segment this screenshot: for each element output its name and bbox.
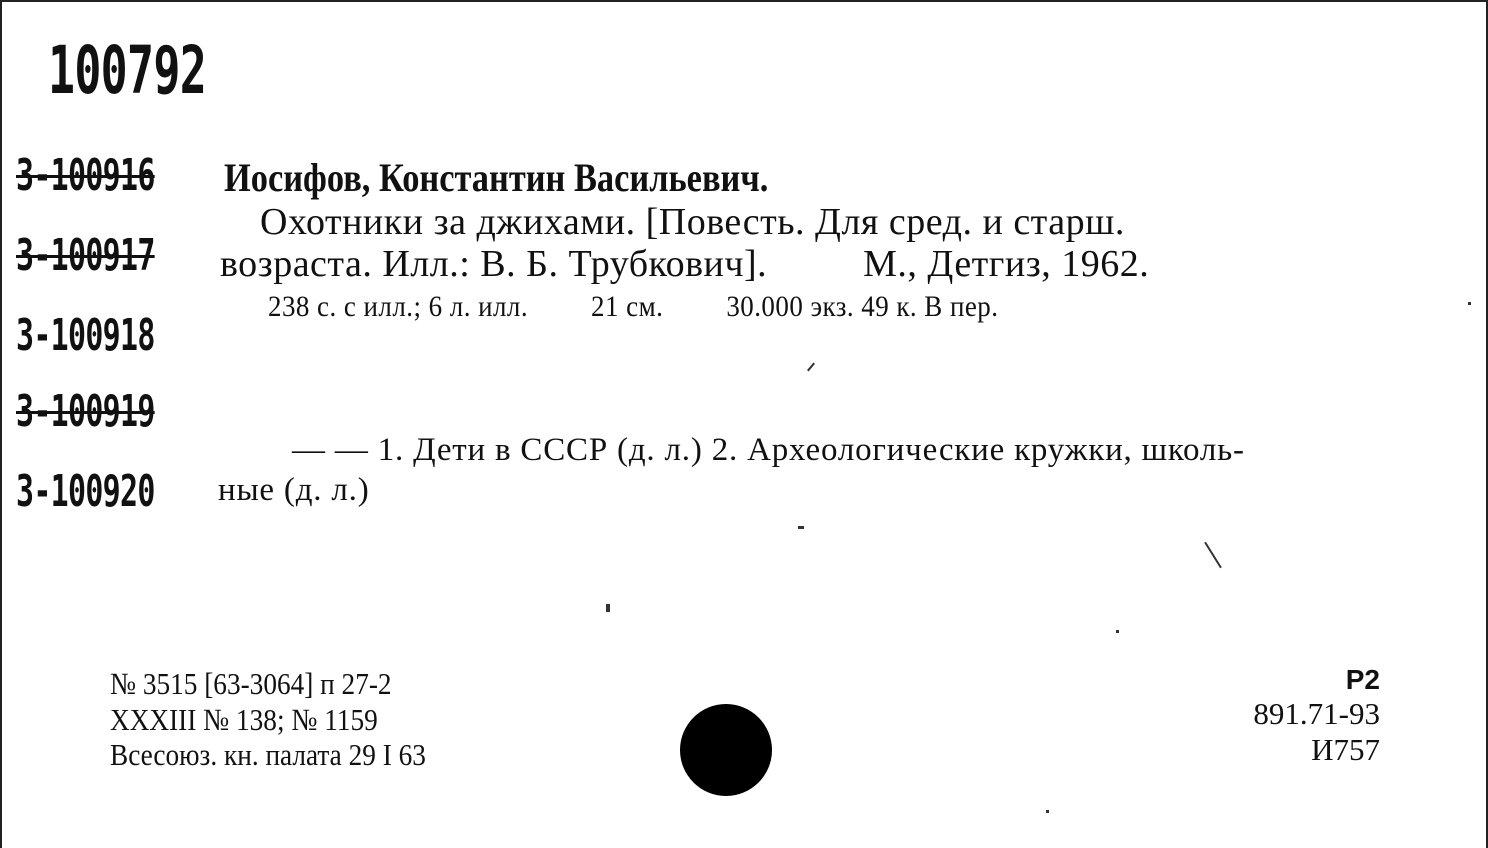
speck	[1468, 302, 1471, 305]
subjects-line-1: — — 1. Дети в СССР (д. л.) 2. Археологические кружки, школь-	[292, 432, 1245, 468]
bibliography-reference: XXXIII № 138; № 1159	[110, 701, 378, 737]
speck	[807, 363, 815, 372]
accession-number: 100792	[48, 32, 207, 109]
card-order-number: № 3515 [63-3064] п 27-2	[110, 666, 392, 701]
speck	[1046, 810, 1049, 813]
imprint: М., Детгиз, 1962.	[863, 243, 1150, 285]
speck	[606, 604, 610, 612]
inventory-number-3: 3-100918	[16, 310, 155, 361]
inventory-number-1: 3-100916	[16, 150, 155, 201]
chamber-date: Всесоюз. кн. палата 29 I 63	[110, 737, 426, 773]
punch-hole	[680, 704, 772, 796]
speck	[798, 526, 804, 529]
class-code: Р2	[1345, 664, 1380, 695]
bottom-right-block	[1253, 664, 1380, 767]
inventory-number-5: 3-100920	[16, 466, 155, 517]
title-line-1: Охотники за джихами. [Повесть. Для сред. и старш.	[260, 201, 1125, 243]
bottom-left-block	[110, 666, 426, 773]
author-mark: И757	[1311, 731, 1380, 767]
subjects-line-2: ные (д. л.)	[218, 472, 370, 508]
inventory-number-2: 3-100917	[16, 230, 155, 281]
speck	[1116, 630, 1119, 633]
collation-pages: 238 с. с илл.; 6 л. илл.	[268, 290, 529, 323]
collation-print-run: 30.000 экз. 49 к. В пер.	[726, 290, 999, 323]
collation-size: 21 см.	[591, 290, 664, 323]
speck	[1204, 542, 1222, 569]
inventory-number-4: 3-100919	[16, 386, 155, 437]
author-heading: Иосифов, Константин Васильевич.	[224, 155, 769, 200]
title-line-2	[220, 242, 1149, 286]
title-continuation: возраста. Илл.: В. Б. Трубкович].	[220, 243, 768, 285]
collation	[268, 290, 1054, 324]
udc-code: 891.71-93	[1253, 696, 1380, 732]
